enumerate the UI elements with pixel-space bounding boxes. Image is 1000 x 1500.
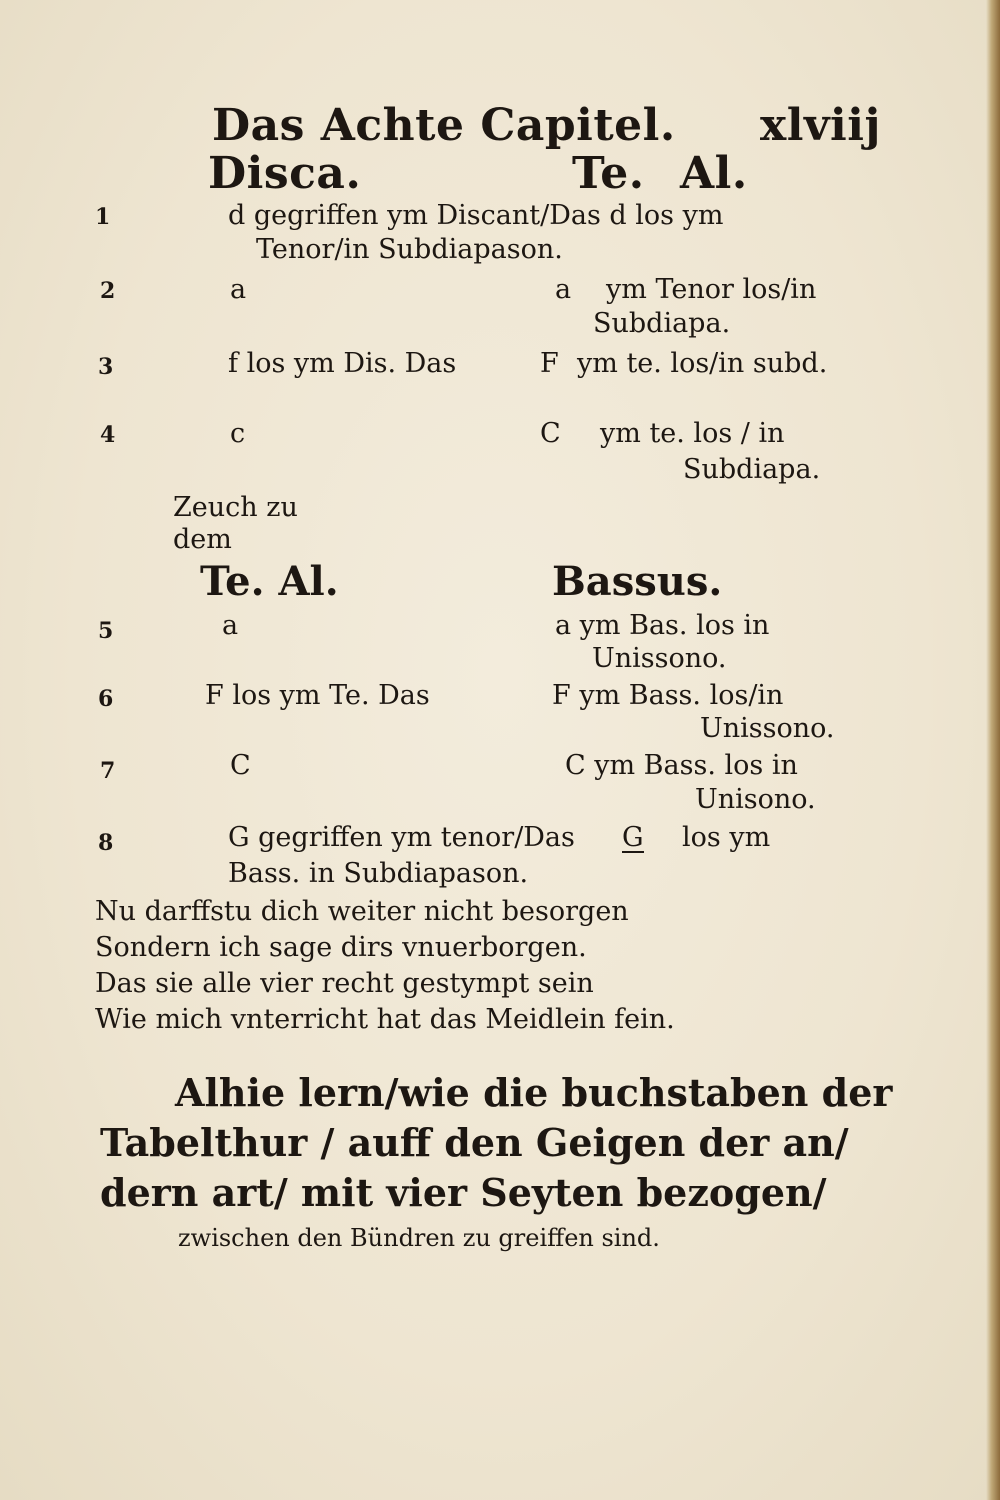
verse-line: Wie mich vnterricht hat das Meidlein fein. <box>95 1004 675 1035</box>
closing-subline: zwischen den Bündren zu greiffen sind. <box>178 1224 660 1252</box>
row-right-note: a <box>555 274 572 305</box>
row-text: d gegriffen ym Discant/Das d los ym <box>228 200 724 231</box>
verse-line: Das sie alle vier recht gestympt sein <box>95 968 594 999</box>
row-text: Tenor/in Subdiapason. <box>256 234 563 265</box>
row-number: 1 <box>95 204 111 230</box>
row-number: 4 <box>100 422 116 448</box>
margin-instruction: Zeuch zu <box>173 492 298 523</box>
row-right-note: F <box>540 348 559 379</box>
column-heading-disca: Disca. <box>208 148 362 199</box>
closing-heading-line: dern art/ mit vier Seyten bezogen/ <box>100 1170 827 1215</box>
row-left-note: a <box>230 274 247 305</box>
row-text: Subdiapa. <box>683 454 821 485</box>
page-edge <box>986 0 1000 1500</box>
row-number: 3 <box>98 354 114 380</box>
column-heading-te-al: Te. Al. <box>200 558 339 605</box>
column-heading-bassus: Bassus. <box>552 558 723 605</box>
closing-heading-line: Alhie lern/wie die buchstaben der <box>175 1070 893 1115</box>
row-text: F ym Bass. los/in <box>552 680 784 711</box>
row-number: 6 <box>98 686 114 712</box>
row-text: F los ym Te. Das <box>205 680 430 711</box>
column-heading-te: Te. <box>572 148 645 199</box>
row-right-note: C <box>540 418 561 449</box>
verse-line: Sondern ich sage dirs vnuerborgen. <box>95 932 587 963</box>
row-text: Bass. in Subdiapason. <box>228 858 529 889</box>
row-text: Unisono. <box>695 784 816 815</box>
row-text: los ym <box>682 822 771 853</box>
row-left-note: a <box>222 610 239 641</box>
row-number: 2 <box>100 278 116 304</box>
row-number: 7 <box>100 758 116 784</box>
row-text: Unissono. <box>700 713 835 744</box>
column-heading-al: Al. <box>680 148 748 199</box>
row-text: ym te. los/in subd. <box>577 348 828 379</box>
folio-number: xlviij <box>760 100 881 151</box>
row-left-note: c <box>230 418 246 449</box>
row-text: ym te. los / in <box>600 418 785 449</box>
row-text: ym Tenor los/in <box>606 274 817 305</box>
row-text: f los ym Dis. Das <box>228 348 457 379</box>
row-text: G gegriffen ym tenor/Das <box>228 822 575 853</box>
row-text: a ym Bas. los in <box>555 610 770 641</box>
row-text: Subdiapa. <box>593 308 731 339</box>
row-underlined-note: G <box>622 822 644 853</box>
row-text: C ym Bass. los in <box>565 750 798 781</box>
chapter-title: Das Achte Capitel. <box>212 100 676 151</box>
margin-instruction: dem <box>173 524 232 555</box>
row-text: Unissono. <box>592 643 727 674</box>
closing-heading-line: Tabelthur / auff den Geigen der an/ <box>100 1120 849 1165</box>
row-number: 5 <box>98 618 114 644</box>
row-number: 8 <box>98 830 114 856</box>
verse-line: Nu darffstu dich weiter nicht besorgen <box>95 896 629 927</box>
row-left-note: C <box>230 750 251 781</box>
